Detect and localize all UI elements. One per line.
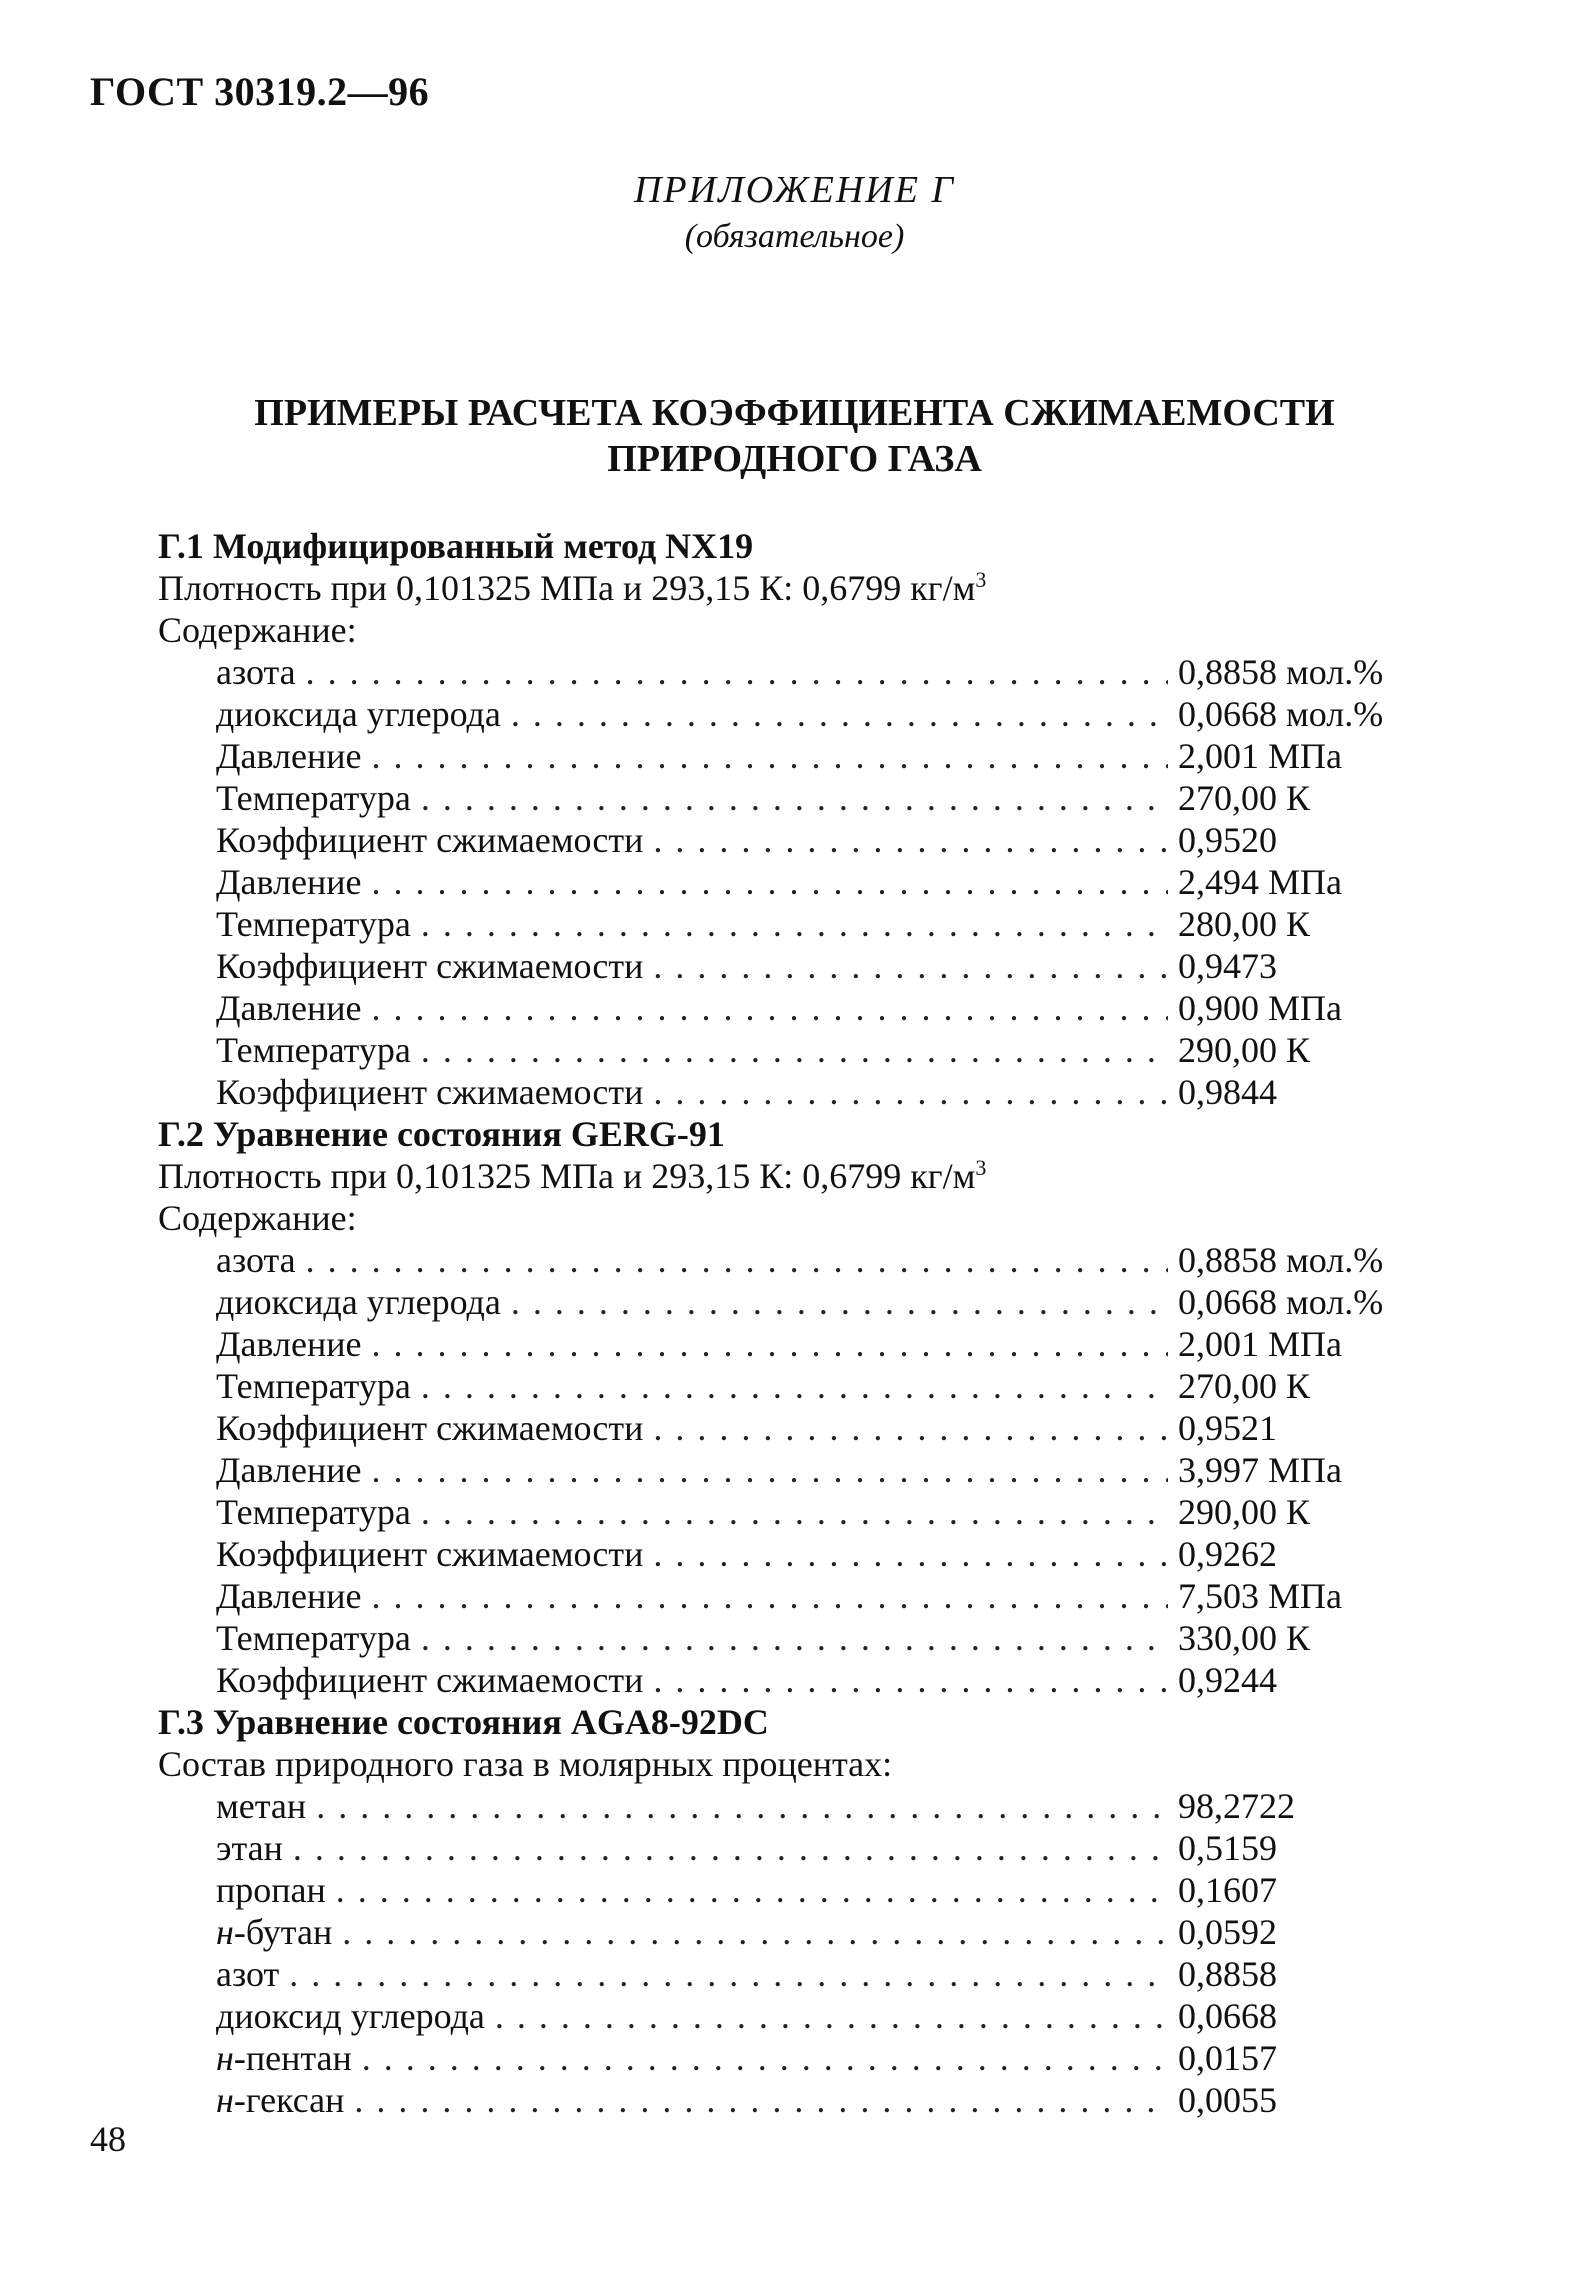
row-label: Коэффициент сжимаемости: [216, 820, 644, 860]
leader-dots: [306, 1239, 1168, 1281]
table-row: [158, 903, 1428, 945]
table-row: [158, 987, 1428, 1029]
row-value: 0,0668 мол.%: [1178, 694, 1384, 734]
row-value: 98,2722: [1178, 1786, 1295, 1826]
row-label-prefix: н: [216, 2038, 234, 2078]
table-row: [158, 651, 1428, 693]
row-label: Давление: [216, 988, 362, 1028]
row-value: 0,5159: [1178, 1828, 1277, 1868]
density-superscript: 3: [975, 1155, 987, 1180]
row-value: 330,00 К: [1178, 1618, 1311, 1658]
row-label: диоксида углерода: [216, 694, 501, 734]
row-value: 290,00 К: [1178, 1030, 1311, 1070]
leader-dots: [421, 1491, 1168, 1533]
page-title: [0, 390, 1589, 482]
leader-dots: [511, 1281, 1168, 1323]
row-label: [216, 2079, 344, 2121]
table-row: [158, 1491, 1428, 1533]
row-label: [216, 1953, 279, 1995]
row-label: диоксида углерода: [216, 1282, 501, 1322]
row-value: 290,00 К: [1178, 1492, 1311, 1532]
row-label: [216, 1785, 306, 1827]
composition-label: Состав природного газа в молярных процентах:: [158, 1744, 893, 1784]
row-label-text: метан: [216, 1786, 307, 1826]
leader-dots: [336, 1869, 1168, 1911]
table-row: [158, 1071, 1428, 1113]
row-value: 280,00 К: [1178, 904, 1311, 944]
page-title-line-2: ПРИРОДНОГО ГАЗА: [607, 438, 982, 480]
row-label-text: -бутан: [233, 1912, 333, 1952]
row-value: 2,001 МПа: [1178, 736, 1342, 776]
row-value: 0,0055: [1178, 2080, 1277, 2120]
leader-dots: [421, 777, 1168, 819]
table-row: [158, 693, 1428, 735]
page-title-line-1: ПРИМЕРЫ РАСЧЕТА КОЭФФИЦИЕНТА СЖИМАЕМОСТИ: [254, 392, 1335, 434]
density-superscript: 3: [975, 567, 987, 592]
leader-dots: [495, 1995, 1168, 2037]
row-value: 0,9521: [1178, 1408, 1277, 1448]
row-label: Давление: [216, 1324, 362, 1364]
leader-dots: [293, 1827, 1168, 1869]
leader-dots: [289, 1953, 1168, 1995]
row-label: азота: [216, 1240, 296, 1280]
leader-dots: [421, 1617, 1168, 1659]
leader-dots: [316, 1785, 1168, 1827]
leader-dots: [362, 2037, 1168, 2079]
row-label: Давление: [216, 736, 362, 776]
row-label: Коэффициент сжимаемости: [216, 1534, 644, 1574]
table-row: [158, 1407, 1428, 1449]
leader-dots: [421, 903, 1168, 945]
standard-header: ГОСТ 30319.2—96: [90, 69, 430, 114]
table-row: [158, 2079, 1428, 2121]
row-label: [216, 1911, 332, 1953]
row-value: 3,997 МПа: [1178, 1450, 1342, 1490]
leader-dots: [421, 1365, 1168, 1407]
table-row: [158, 1533, 1428, 1575]
row-label: Температура: [216, 1618, 411, 1658]
content-label: Содержание:: [158, 610, 357, 650]
table-row: [158, 1281, 1428, 1323]
leader-dots: [653, 819, 1168, 861]
row-value: 0,0668: [1178, 1996, 1277, 2036]
row-value: 0,0668 мол.%: [1178, 1282, 1384, 1322]
leader-dots: [653, 1407, 1168, 1449]
row-label-text: -пентан: [233, 2038, 352, 2078]
table-row: [158, 861, 1428, 903]
table-row: [158, 1617, 1428, 1659]
leader-dots: [342, 1911, 1168, 1953]
content-label: Содержание:: [158, 1198, 357, 1238]
table-row: [158, 1449, 1428, 1491]
table-row: [158, 1995, 1428, 2037]
row-value: 0,8858 мол.%: [1178, 1240, 1384, 1280]
row-label-text: пропан: [216, 1870, 326, 1910]
leader-dots: [372, 1575, 1168, 1617]
row-label-text: -гексан: [233, 2080, 345, 2120]
table-row: [158, 1911, 1428, 1953]
leader-dots: [653, 1533, 1168, 1575]
row-value: 0,900 МПа: [1178, 988, 1342, 1028]
row-value: 0,9473: [1178, 946, 1277, 986]
row-label: Давление: [216, 1576, 362, 1616]
table-row: [158, 735, 1428, 777]
leader-dots: [653, 945, 1168, 987]
row-label-prefix: н: [216, 2080, 234, 2120]
leader-dots: [372, 1449, 1168, 1491]
leader-dots: [372, 861, 1168, 903]
leader-dots: [511, 693, 1168, 735]
row-value: 0,9520: [1178, 820, 1277, 860]
row-label: Температура: [216, 1030, 411, 1070]
row-label: Коэффициент сжимаемости: [216, 946, 644, 986]
row-value: 0,9262: [1178, 1534, 1277, 1574]
table-row: [158, 1869, 1428, 1911]
document-body: [158, 525, 1428, 2121]
page-number: 48: [90, 2119, 126, 2159]
row-label: Температура: [216, 1366, 411, 1406]
density-line: [158, 1155, 1428, 1197]
table-row: [158, 1239, 1428, 1281]
row-label: Коэффициент сжимаемости: [216, 1408, 644, 1448]
row-label-text: азот: [216, 1954, 280, 1994]
section-heading: Г.3 Уравнение состояния AGA8-92DC: [158, 1702, 769, 1742]
table-row: [158, 777, 1428, 819]
table-row: [158, 1365, 1428, 1407]
row-label: [216, 2037, 352, 2079]
row-label-text: диоксид углерода: [216, 1996, 485, 2036]
table-row: [158, 1323, 1428, 1365]
table-row: [158, 1953, 1428, 1995]
leader-dots: [421, 1029, 1168, 1071]
row-value: 0,9844: [1178, 1072, 1277, 1112]
appendix-title: ПРИЛОЖЕНИЕ Г: [633, 169, 956, 211]
row-value: 2,001 МПа: [1178, 1324, 1342, 1364]
leader-dots: [306, 651, 1168, 693]
row-label: Давление: [216, 1450, 362, 1490]
table-row: [158, 1827, 1428, 1869]
row-label: [216, 1995, 485, 2037]
row-value: 0,8858: [1178, 1954, 1277, 1994]
row-label-text: этан: [216, 1828, 283, 1868]
table-row: [158, 1575, 1428, 1617]
table-row: [158, 819, 1428, 861]
row-label: Температура: [216, 1492, 411, 1532]
row-value: 0,0157: [1178, 2038, 1277, 2078]
table-row: [158, 1659, 1428, 1701]
leader-dots: [372, 735, 1168, 777]
row-label: Температура: [216, 778, 411, 818]
row-value: 0,1607: [1178, 1870, 1277, 1910]
leader-dots: [372, 987, 1168, 1029]
section-heading: Г.1 Модифицированный метод NX19: [158, 526, 754, 566]
leader-dots: [653, 1071, 1168, 1113]
appendix-subtitle: (обязательное): [684, 218, 905, 255]
row-value: 0,8858 мол.%: [1178, 652, 1384, 692]
row-value: 2,494 МПа: [1178, 862, 1342, 902]
leader-dots: [372, 1323, 1168, 1365]
row-label: Давление: [216, 862, 362, 902]
row-value: 7,503 МПа: [1178, 1576, 1342, 1616]
leader-dots: [354, 2079, 1168, 2121]
row-value: 0,0592: [1178, 1912, 1277, 1952]
row-label: азота: [216, 652, 296, 692]
row-label: [216, 1869, 326, 1911]
table-row: [158, 1029, 1428, 1071]
leader-dots: [653, 1659, 1168, 1701]
row-value: 270,00 К: [1178, 1366, 1311, 1406]
table-row: [158, 2037, 1428, 2079]
density-text: Плотность при 0,101325 МПа и 293,15 К: 0,6799 кг/м: [158, 1156, 976, 1196]
row-label: Температура: [216, 904, 411, 944]
section-heading: Г.2 Уравнение состояния GERG-91: [158, 1114, 725, 1154]
row-label: Коэффициент сжимаемости: [216, 1660, 644, 1700]
density-line: [158, 567, 1428, 609]
table-row: [158, 945, 1428, 987]
table-row: [158, 1785, 1428, 1827]
density-text: Плотность при 0,101325 МПа и 293,15 К: 0,6799 кг/м: [158, 568, 976, 608]
row-label-prefix: н: [216, 1912, 234, 1952]
row-label: [216, 1827, 283, 1869]
row-label: Коэффициент сжимаемости: [216, 1072, 644, 1112]
row-value: 0,9244: [1178, 1660, 1277, 1700]
row-value: 270,00 К: [1178, 778, 1311, 818]
